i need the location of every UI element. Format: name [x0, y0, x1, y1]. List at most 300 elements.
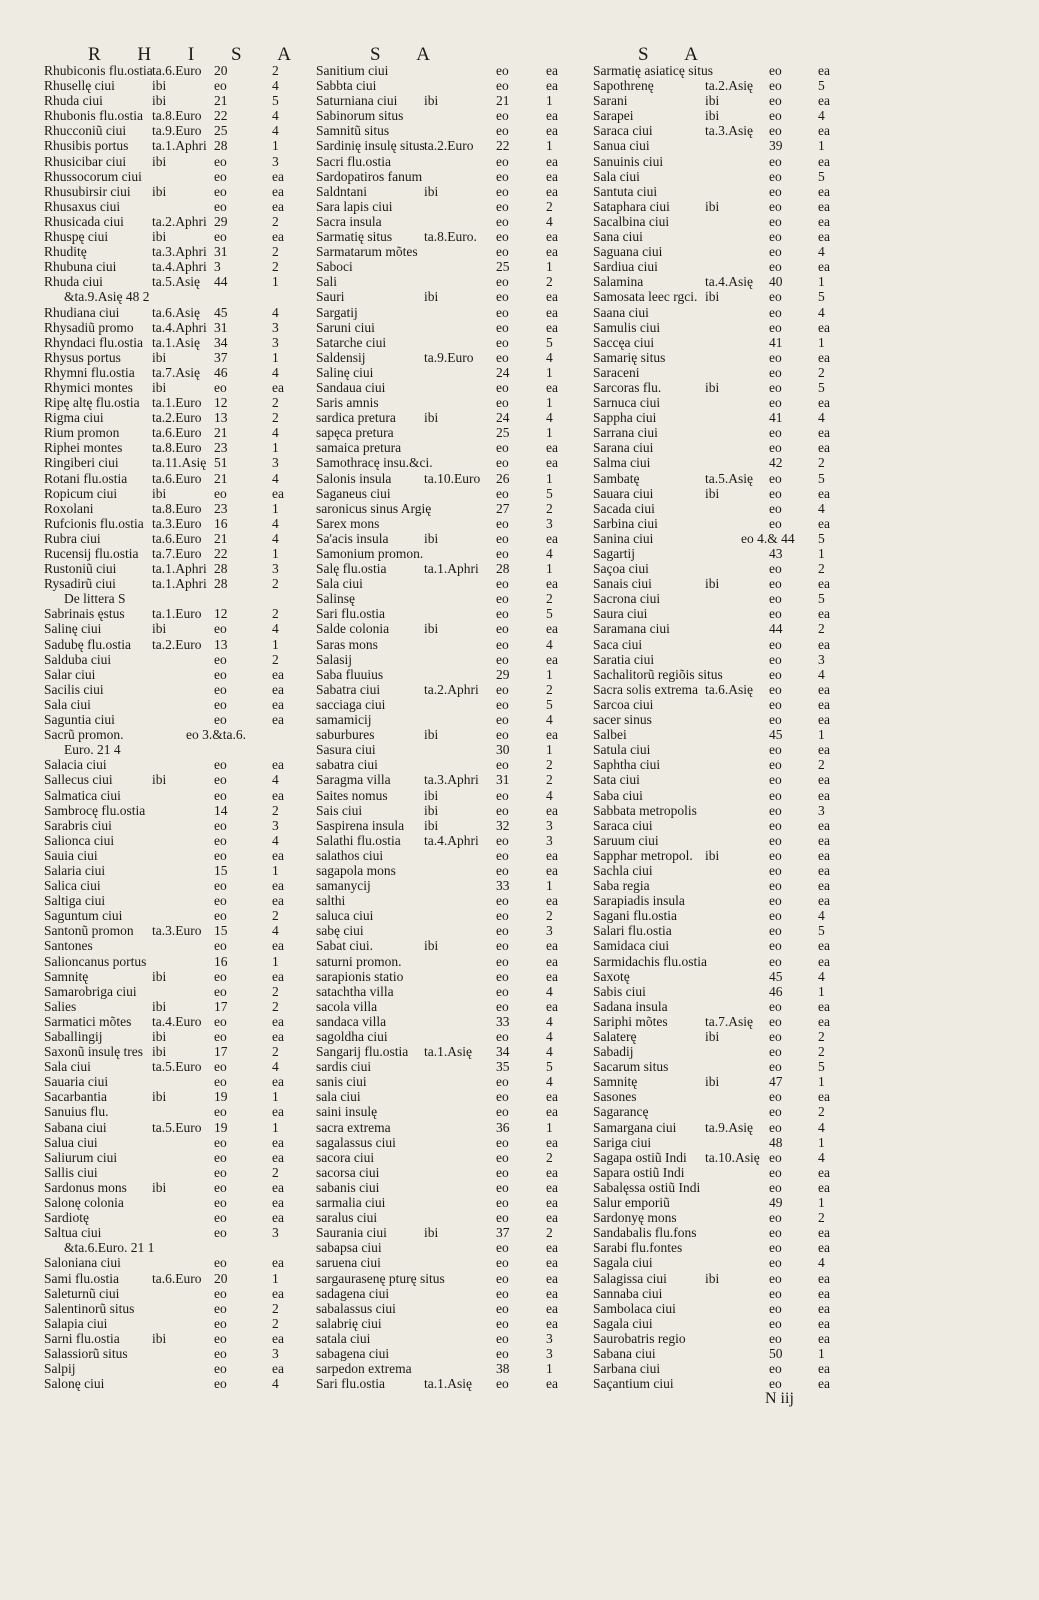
entry-page: eo — [496, 274, 509, 290]
entry-page: 21 — [214, 93, 228, 109]
entry-table: ta.1.Aphri — [424, 561, 479, 577]
entry-quadrant: 4 — [272, 123, 279, 139]
entry-name: Sabana ciui — [44, 1119, 107, 1135]
entry-name: sarpedon extrema — [316, 1361, 412, 1377]
entry-name: Saragma villa — [316, 772, 391, 788]
entry-page: eo — [496, 546, 509, 561]
entry-page: eo — [769, 1300, 782, 1316]
entry-name: Rhuditę — [44, 244, 87, 260]
entry-quadrant: 4 — [272, 1376, 279, 1392]
entry-page: eo — [496, 1285, 509, 1301]
entry-quadrant: 2 — [818, 455, 825, 471]
entry-name: Sagala ciui — [593, 1315, 653, 1331]
entry-quadrant: 2 — [272, 1315, 279, 1331]
entry-page: eo — [769, 893, 782, 909]
entry-page: eo — [769, 1210, 782, 1226]
entry-name: Sabbata metropolis — [593, 802, 697, 818]
entry-page: eo — [769, 1119, 782, 1135]
entry-quadrant: 2 — [546, 681, 553, 697]
entry-name: Saris amnis — [316, 395, 379, 411]
entry-page: 12 — [214, 606, 228, 622]
entry-quadrant: ea — [272, 878, 284, 894]
entry-name: Sarmatici mõtes — [44, 1013, 132, 1029]
entry-name: sadagena ciui — [316, 1285, 390, 1301]
entry-quadrant: 1 — [272, 636, 279, 652]
entry-quadrant: 1 — [272, 546, 279, 561]
entry-quadrant: 2 — [272, 802, 279, 818]
entry-page: 19 — [214, 1089, 228, 1105]
entry-quadrant: 4 — [818, 968, 825, 984]
entry-page: eo — [496, 923, 509, 939]
entry-quadrant: 1 — [546, 878, 553, 894]
entry-page: eo — [496, 893, 509, 909]
entry-page: eo — [769, 878, 782, 894]
entry-page: eo — [769, 229, 782, 245]
entry-name: Salinę ciui — [316, 364, 374, 380]
entry-page: eo — [496, 289, 509, 305]
entry-table: ibi — [152, 1179, 167, 1195]
entry-name: Samosata leec rgci. — [593, 289, 698, 305]
entry-name: saronicus sinus Argię — [316, 500, 432, 516]
entry-page: 29 — [496, 666, 510, 682]
entry-page: eo — [496, 621, 509, 637]
entry-name: sacorsa ciui — [316, 1164, 380, 1180]
entry-table: ta.9.Asię — [705, 1119, 753, 1135]
entry-page: eo — [496, 757, 509, 773]
entry-name: Rustoniũ ciui — [44, 561, 117, 577]
entry-page: eo — [496, 998, 509, 1014]
entry-quadrant: ea — [546, 440, 558, 456]
entry-page: eo — [769, 1044, 782, 1060]
entry-page: eo — [214, 1195, 227, 1211]
entry-quadrant: 4 — [546, 410, 553, 426]
entry-name: Sasones — [593, 1089, 637, 1105]
entry-quadrant: ea — [546, 727, 558, 743]
entry-name: Riphei montes — [44, 440, 123, 456]
entry-name: Sala ciui — [44, 696, 91, 712]
entry-table: ibi — [424, 1225, 439, 1241]
entry-quadrant: ea — [546, 1315, 558, 1331]
entry-table: ibi — [152, 78, 167, 94]
entry-name: Samnitę — [593, 1074, 638, 1090]
entry-name: Sarbina ciui — [593, 515, 658, 531]
entry-name: Sarmatię situs — [316, 229, 393, 245]
entry-table: ibi — [152, 379, 167, 395]
entry-name: sacer sinus — [593, 712, 652, 728]
entry-name: Samarię situs — [593, 349, 666, 365]
entry-quadrant: 4 — [272, 470, 279, 486]
entry-page: 17 — [214, 998, 228, 1014]
entry-quadrant: ea — [546, 455, 558, 471]
entry-page: 3 — [214, 259, 221, 275]
entry-quadrant: ea — [272, 229, 284, 245]
entry-quadrant: 5 — [546, 334, 553, 350]
entry-name: sabę ciui — [316, 923, 364, 939]
entry-page: 28 — [496, 561, 510, 577]
entry-page: 35 — [496, 1059, 510, 1075]
entry-table: ibi — [705, 93, 720, 109]
entry-page: eo — [496, 153, 509, 169]
entry-name: Samargana ciui — [593, 1119, 677, 1135]
entry-page: 45 — [769, 968, 783, 984]
entry-table: ta.10.Asię — [705, 1149, 760, 1165]
entry-quadrant: ea — [272, 1134, 284, 1150]
entry-name: Salica ciui — [44, 878, 101, 894]
entry-quadrant: ea — [818, 1300, 830, 1316]
entry-quadrant: 1 — [272, 349, 279, 365]
entry-table: ta.8.Euro — [152, 108, 202, 124]
entry-page: eo — [496, 530, 509, 546]
entry-page: eo — [769, 923, 782, 939]
entry-quadrant: 2 — [272, 651, 279, 667]
entry-page: eo — [496, 832, 509, 848]
entry-quadrant: 4 — [272, 530, 279, 546]
entry-name: Sata ciui — [593, 772, 640, 788]
entry-page: eo — [214, 168, 227, 184]
entry-quadrant: ea — [818, 395, 830, 411]
entry-page: eo — [214, 1059, 227, 1075]
entry-name: Salaterę — [593, 1029, 637, 1044]
entry-page: 17 — [214, 1044, 228, 1060]
entry-quadrant: 1 — [546, 138, 553, 154]
entry-page: 27 — [496, 500, 510, 516]
entry-name: Sapara ostiũ Indi — [593, 1164, 685, 1180]
entry-table: ta.4.Aphri — [424, 832, 479, 848]
entry-quadrant: ea — [272, 1195, 284, 1211]
entry-quadrant: ea — [818, 198, 830, 214]
entry-quadrant: ea — [818, 229, 830, 245]
entry-name: Sagapa ostiũ Indi — [593, 1149, 687, 1165]
entry-name: Rhyndaci flu.ostia — [44, 334, 143, 350]
entry-name: Sa'acis insula — [316, 530, 389, 546]
entry-quadrant: ea — [818, 1179, 830, 1195]
entry-quadrant: ea — [818, 183, 830, 199]
entry-page: eo — [214, 1134, 227, 1150]
entry-quadrant: 4 — [546, 349, 553, 365]
entry-page: eo — [496, 606, 509, 622]
entry-quadrant: ea — [546, 576, 558, 592]
entry-page: 19 — [214, 1119, 228, 1135]
entry-page: 28 — [214, 138, 228, 154]
entry-name: Saballingij — [44, 1029, 103, 1044]
entry-name: Saraca ciui — [593, 123, 653, 139]
entry-name: Samarobriga ciui — [44, 983, 137, 999]
entry-page: 31 — [214, 319, 228, 335]
entry-page: eo — [496, 1029, 509, 1044]
entry-name: Satula ciui — [593, 742, 651, 758]
entry-quadrant: 4 — [546, 1029, 553, 1044]
entry-name: Sadana insula — [593, 998, 668, 1014]
entry-quadrant: 2 — [818, 757, 825, 773]
entry-name: Saturniana ciui — [316, 93, 398, 109]
entry-quadrant: 3 — [818, 802, 825, 818]
entry-name: sabatra ciui — [316, 757, 378, 773]
entry-quadrant: 2 — [272, 410, 279, 426]
entry-table: ibi — [424, 183, 439, 199]
entry-quadrant: ea — [818, 742, 830, 758]
entry-table: ta.8.Euro. — [424, 229, 477, 245]
entry-quadrant: 3 — [272, 455, 279, 471]
entry-quadrant: ea — [272, 1179, 284, 1195]
entry-name: Sala ciui — [44, 1059, 91, 1075]
entry-quadrant: 3 — [272, 319, 279, 335]
entry-quadrant: ea — [272, 1013, 284, 1029]
entry-page: eo — [214, 153, 227, 169]
entry-table: ibi — [705, 847, 720, 863]
entry-page: eo — [496, 485, 509, 501]
entry-quadrant: 2 — [546, 757, 553, 773]
entry-quadrant: ea — [546, 289, 558, 305]
entry-quadrant: 2 — [546, 1225, 553, 1241]
entry-name: Rhusicibar ciui — [44, 153, 127, 169]
entry-quadrant: 4 — [272, 515, 279, 531]
entry-quadrant: ea — [818, 123, 830, 139]
entry-page: eo — [214, 183, 227, 199]
entry-quadrant: 4 — [818, 908, 825, 924]
entry-quadrant: 5 — [818, 168, 825, 184]
entry-table: ibi — [424, 727, 439, 743]
entry-table: ta.5.Euro — [152, 1119, 202, 1135]
entry-name: Sana ciui — [593, 229, 643, 245]
entry-page: eo — [496, 515, 509, 531]
entry-page: 45 — [769, 727, 783, 743]
entry-name: Saganeus ciui — [316, 485, 391, 501]
entry-quadrant: 4 — [272, 1059, 279, 1075]
entry-page: eo — [214, 878, 227, 894]
entry-quadrant: 1 — [546, 395, 553, 411]
entry-name: Sargatij — [316, 304, 358, 320]
entry-name: Rucensij flu.ostia — [44, 546, 139, 561]
entry-name: Sarnuca ciui — [593, 395, 661, 411]
entry-name: De littera S — [64, 591, 126, 607]
entry-quadrant: ea — [272, 485, 284, 501]
entry-page: eo — [214, 1330, 227, 1346]
entry-page: eo — [496, 1134, 509, 1150]
entry-name: Saxonũ insulę tres — [44, 1044, 143, 1060]
entry-table: ta.7.Asię — [705, 1013, 753, 1029]
entry-quadrant: 2 — [272, 213, 279, 229]
entry-page: eo — [496, 183, 509, 199]
entry-quadrant: 4 — [818, 1255, 825, 1271]
entry-page: eo — [496, 1149, 509, 1165]
signature-mark: N iij — [765, 1390, 794, 1407]
entry-page: 38 — [496, 1361, 510, 1377]
entry-name: samanycij — [316, 878, 371, 894]
entry-quadrant: 1 — [546, 742, 553, 758]
entry-name: Salathi flu.ostia — [316, 832, 401, 848]
entry-page: eo — [496, 1376, 509, 1392]
entry-name: sardis ciui — [316, 1059, 372, 1075]
entry-page: eo — [214, 832, 227, 848]
entry-quadrant: 4 — [818, 244, 825, 260]
entry-page: eo — [214, 666, 227, 682]
entry-table: ta.6.Euro — [152, 1270, 202, 1286]
entry-quadrant: 2 — [818, 364, 825, 380]
entry-quadrant: ea — [272, 183, 284, 199]
entry-name: Samnitę — [44, 968, 89, 984]
entry-name: Salonę ciui — [44, 1376, 105, 1392]
entry-page: eo — [214, 1104, 227, 1120]
entry-table: ta.2.Aphri — [424, 681, 479, 697]
entry-name: Sanuinis ciui — [593, 153, 664, 169]
entry-page: eo — [496, 349, 509, 365]
entry-page: 21 — [214, 470, 228, 486]
entry-name: Rhymici montes — [44, 379, 133, 395]
entry-quadrant: ea — [818, 1089, 830, 1105]
entry-quadrant: 4 — [272, 425, 279, 441]
entry-page: eo — [769, 183, 782, 199]
entry-page: 20 — [214, 1270, 228, 1286]
entry-page: eo — [496, 862, 509, 878]
entry-page: eo — [496, 198, 509, 214]
entry-page: 14 — [214, 802, 228, 818]
entry-name: Rhusicada ciui — [44, 213, 124, 229]
entry-page: eo — [769, 244, 782, 260]
entry-table: ta.9.Euro — [152, 123, 202, 139]
entry-quadrant: ea — [818, 772, 830, 788]
entry-name: Saphtha ciui — [593, 757, 661, 773]
entry-name: Sarmidachis flu.ostia — [593, 953, 707, 969]
entry-quadrant: ea — [272, 681, 284, 697]
entry-quadrant: 4 — [546, 787, 553, 803]
entry-name: Samulis ciui — [593, 319, 661, 335]
entry-quadrant: ea — [272, 847, 284, 863]
entry-quadrant: 1 — [272, 500, 279, 516]
entry-page: 44 — [769, 621, 783, 637]
entry-page: eo — [496, 213, 509, 229]
entry-quadrant: 2 — [546, 908, 553, 924]
entry-quadrant: 2 — [818, 621, 825, 637]
entry-page: 36 — [496, 1119, 510, 1135]
entry-quadrant: ea — [546, 968, 558, 984]
entry-table: ta.2.Aphri — [152, 213, 207, 229]
entry-quadrant: ea — [546, 123, 558, 139]
entry-name: Sanais ciui — [593, 576, 652, 592]
entry-name: Sari flu.ostia — [316, 606, 385, 622]
entry-page: eo — [769, 591, 782, 607]
entry-quadrant: 1 — [272, 138, 279, 154]
entry-quadrant: ea — [272, 1210, 284, 1226]
entry-quadrant: 2 — [546, 500, 553, 516]
entry-name: saluca ciui — [316, 908, 374, 924]
entry-name: Sacarbantia — [44, 1089, 107, 1105]
entry-quadrant: ea — [818, 1315, 830, 1331]
entry-name: Salacia ciui — [44, 757, 107, 773]
entry-page: eo — [496, 1345, 509, 1361]
entry-name: sarapionis statio — [316, 968, 404, 984]
entry-name: Saloniana ciui — [44, 1255, 121, 1271]
entry-page: eo — [214, 1013, 227, 1029]
entry-quadrant: 1 — [818, 274, 825, 290]
entry-name: Sapothrenę — [593, 78, 654, 94]
entry-page: 22 — [214, 546, 228, 561]
entry-name: &ta.9.Asię 48 2 — [64, 289, 150, 305]
entry-name: Sacrũ promon. — [44, 727, 124, 743]
entry-table: ibi — [424, 289, 439, 305]
entry-page: eo — [214, 681, 227, 697]
entry-quadrant: ea — [818, 636, 830, 652]
entry-quadrant: ea — [546, 1179, 558, 1195]
entry-quadrant: 1 — [546, 561, 553, 577]
entry-name: Sanina ciui — [593, 530, 654, 546]
entry-quadrant: 4 — [546, 1013, 553, 1029]
entry-page: eo — [496, 636, 509, 652]
entry-quadrant: 4 — [818, 1149, 825, 1165]
entry-name: Sarbana ciui — [593, 1361, 661, 1377]
entry-table: ta.8.Euro — [152, 500, 202, 516]
entry-name: Sarmatarum mõtes — [316, 244, 418, 260]
entry-name: Sala ciui — [593, 168, 640, 184]
entry-page: eo — [496, 244, 509, 260]
entry-quadrant: ea — [818, 862, 830, 878]
entry-quadrant: ea — [546, 168, 558, 184]
entry-name: satala ciui — [316, 1330, 371, 1346]
entry-quadrant: ea — [546, 1104, 558, 1120]
entry-name: Salonis insula — [316, 470, 392, 486]
entry-table: ibi — [152, 153, 167, 169]
entry-quadrant: ea — [272, 1029, 284, 1044]
entry-page: 26 — [496, 470, 510, 486]
entry-quadrant: ea — [546, 304, 558, 320]
entry-page: eo — [496, 968, 509, 984]
entry-quadrant: 3 — [272, 1345, 279, 1361]
entry-quadrant: ea — [818, 1285, 830, 1301]
entry-quadrant: ea — [546, 802, 558, 818]
entry-name: Rium promon — [44, 425, 120, 441]
entry-quadrant: 1 — [818, 727, 825, 743]
entry-page: eo — [769, 1029, 782, 1044]
entry-name: Sauri — [316, 289, 345, 305]
entry-quadrant: 4 — [546, 636, 553, 652]
entry-page: eo — [769, 1270, 782, 1286]
entry-page: eo — [496, 1164, 509, 1180]
entry-quadrant: 5 — [546, 1059, 553, 1075]
entry-quadrant: 5 — [818, 530, 825, 546]
entry-name: Sabat ciui. — [316, 938, 373, 954]
entry-page: eo — [496, 591, 509, 607]
entry-name: satachtha villa — [316, 983, 394, 999]
entry-name: Saldensij — [316, 349, 366, 365]
entry-name: Sapphar metropol. — [593, 847, 693, 863]
entry-name: Sandaua ciui — [316, 379, 386, 395]
entry-name: Rhussocorum ciui — [44, 168, 142, 184]
entry-name: Rhusellę ciui — [44, 78, 115, 94]
entry-name: Salę flu.ostia — [316, 561, 387, 577]
entry-page: eo — [214, 893, 227, 909]
entry-name: Sacri flu.ostia — [316, 153, 391, 169]
entry-page: eo — [214, 847, 227, 863]
entry-page: eo — [496, 576, 509, 592]
entry-quadrant: 1 — [546, 470, 553, 486]
entry-quadrant: ea — [818, 1240, 830, 1256]
entry-page: eo — [769, 832, 782, 848]
entry-page: eo — [769, 515, 782, 531]
entry-quadrant: 5 — [818, 379, 825, 395]
entry-page: eo — [496, 455, 509, 471]
entry-name: Saratia ciui — [593, 651, 655, 667]
entry-page: eo — [769, 953, 782, 969]
entry-quadrant: ea — [818, 893, 830, 909]
entry-name: Sari flu.ostia — [316, 1376, 385, 1392]
entry-table: ibi — [705, 1074, 720, 1090]
entry-quadrant: ea — [818, 259, 830, 275]
entry-page: 37 — [496, 1225, 510, 1241]
entry-quadrant: 1 — [272, 1119, 279, 1135]
entry-name: Sabrinais ęstus — [44, 606, 125, 622]
entry-table: ibi — [705, 576, 720, 592]
entry-page: eo — [769, 168, 782, 184]
entry-quadrant: 4 — [272, 923, 279, 939]
